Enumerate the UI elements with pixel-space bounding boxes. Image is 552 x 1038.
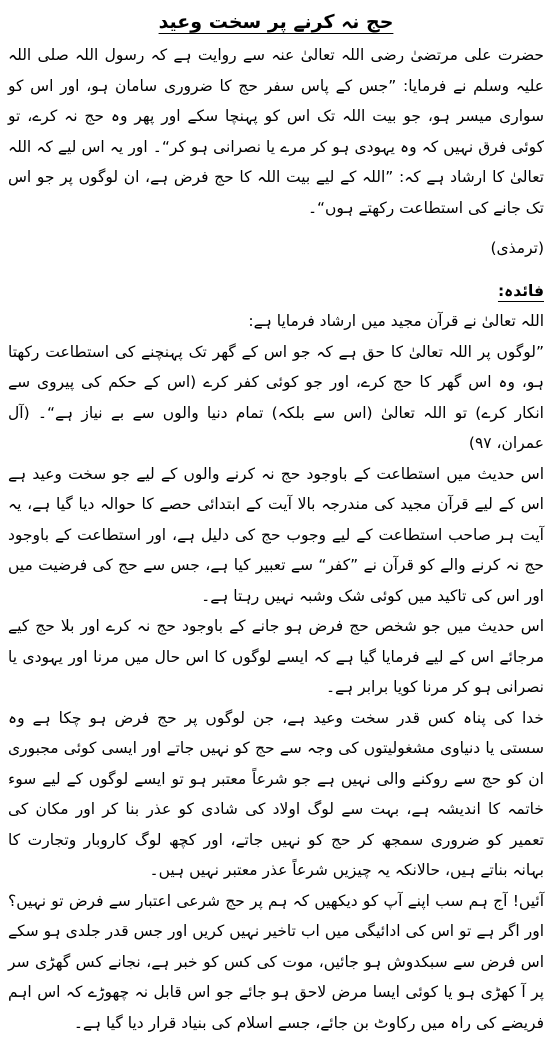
- paragraph-quran-intro: اللہ تعالیٰ نے قرآن مجید میں ارشاد فرمایا ہے:: [8, 306, 544, 337]
- paragraph-quran-verse: ”لوگوں پر اللہ تعالیٰ کا حق ہے کہ جو اس کے گھر تک پہنچنے کی استطاعت رکھتا ہو، وہ اس گھر کا حج کرے، اور جو کوئی کفر کرے (اس کے حکم کی پیروی سے انکار کرے) تو اللہ تعالیٰ (اس سے بلکہ) تمام دنیا والوں سے بے نیاز ہے“۔ (آل عمران، ۹۷): [8, 337, 544, 459]
- hadith-reference: (ترمذی): [8, 233, 544, 264]
- paragraph-explanation: اس حدیث میں استطاعت کے باوجود حج نہ کرنے والوں کے لیے جو سخت وعید ہے اس کے لیے قرآن مجید کی مندرجہ بالا آیت کے ابتدائی حصے کا حوالہ دیا گیا ہے، یہ آیت ہر صاحب استطاعت کے لیے وجوب حج کی دلیل ہے، اور استطاعت کے باوجود حج نہ کرنے والے کو قرآن نے ”کفر“ سے تعبیر کیا ہے، جس سے حج کی فرضیت میں اور اس کی تاکید میں کوئی شک وشبہ نہیں رہتا ہے۔: [8, 459, 544, 612]
- paragraph-call-to-action: آئیں! آج ہم سب اپنے آپ کو دیکھیں کہ ہم پر حج شرعی اعتبار سے فرض تو نہیں؟ اور اگر ہے تو اس کی ادائیگی میں اب تاخیر نہیں کریں اور جس قدر جلدی ہو سکے اس فرض سے سبکدوش ہو جائیں، موت کی کس کو خبر ہے، نجانے کس گھڑی سر پر آ کھڑی ہو یا کوئی ایسا مرض لاحق ہو جائے جو اس قابل نہ چھوڑے کہ اس اہم فریضے کی راہ میں رکاوٹ بن جائے، جسے اسلام کی بنیاد قرار دیا گیا ہے۔: [8, 886, 544, 1038]
- paragraph-excuses: خدا کی پناہ کس قدر سخت وعید ہے، جن لوگوں پر حج فرض ہو چکا ہے وہ سستی یا دنیاوی مشغولیتوں کی وجہ سے حج کو نہیں جاتے اور ایسی کوئی مجبوری ان کو حج سے روکنے والی نہیں ہے جو شرعاً معتبر ہو تو ایسے لوگوں کے لیے سوء خاتمہ کا اندیشہ ہے، بہت سے لوگ اولاد کی شادی کو عذر بنا کر اور مکان کی تعمیر کو ضروری سمجھ کر حج کو نہیں جاتے، اور کچھ لوگ کاروبار وتجارت کا بہانہ بناتے ہیں، حالانکہ یہ چیزیں شرعاً عذر معتبر نہیں ہیں۔: [8, 703, 544, 886]
- hadith-text: حضرت علی مرتضیٰ رضی اللہ تعالیٰ عنہ سے روایت ہے کہ رسول اللہ صلی اللہ علیہ وسلم نے فرمایا: ”جس کے پاس سفر حج کا ضروری سامان ہو، اور اس کو سواری میسر ہو، جو بیت اللہ تک اس کو پہنچا سکے اور پھر وہ حج نہ کرے، تو کوئی فرق نہیں کہ وہ یہودی ہو کر مرے یا نصرانی ہو کر“۔ اور یہ اس لیے کہ اللہ تعالیٰ کا ارشاد ہے کہ: ”اللہ کے لیے بیت اللہ کا حج فرض ہے، ان لوگوں پر جو اس تک جانے کی استطاعت رکھتے ہوں“۔: [8, 40, 544, 223]
- benefit-heading: فائدہ:: [8, 276, 544, 307]
- document-page: [8, 6, 544, 1038]
- paragraph-warning: اس حدیث میں جو شخص حج فرض ہو جانے کے باوجود حج نہ کرے اور بلا حج کیے مرجائے اس کے لیے فرمایا گیا ہے کہ ایسے لوگوں کا اس حال میں مرنا اور یہودی یا نصرانی ہو کر مرنا کویا برابر ہے۔: [8, 611, 544, 703]
- page-title: حج نہ کرنے پر سخت وعید: [8, 6, 544, 38]
